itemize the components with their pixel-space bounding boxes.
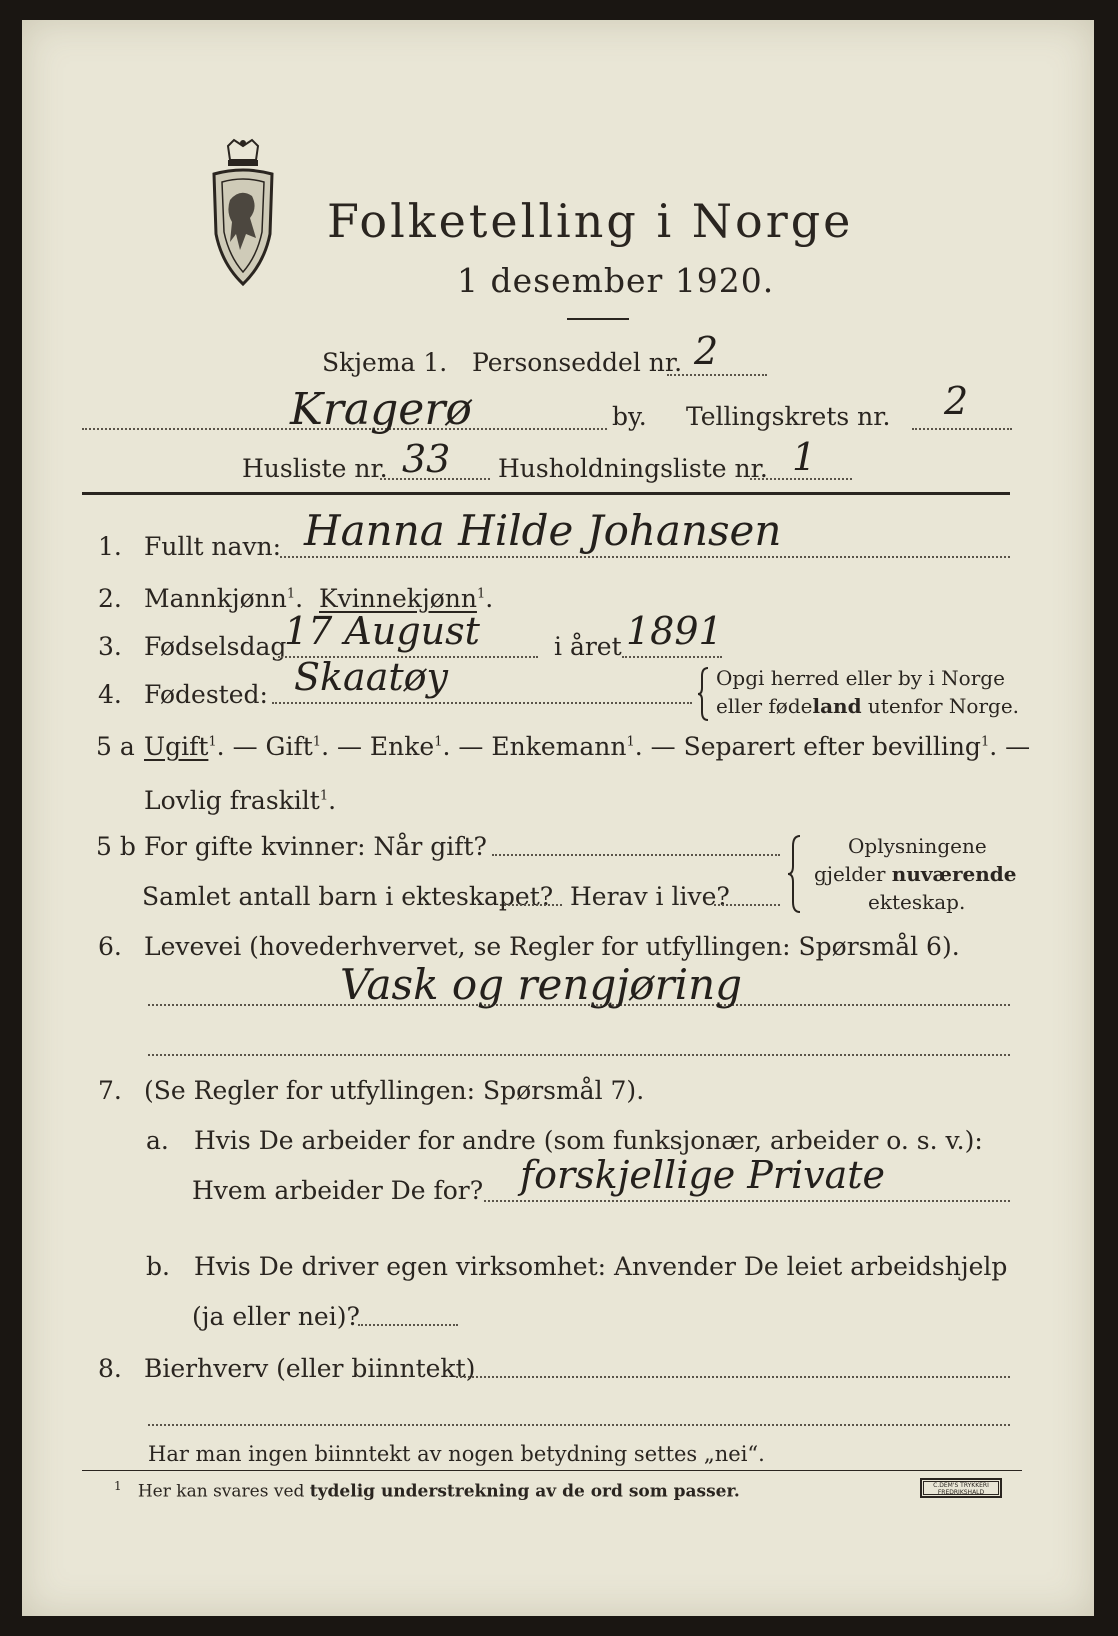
norway-coat-of-arms-icon [200, 138, 286, 288]
q2-period-2: . [485, 584, 494, 613]
q4-note-line1: Opgi herred eller by i Norge [716, 666, 1005, 690]
q1-label: Fullt navn: [144, 532, 282, 561]
q1-value: Hanna Hilde Johansen [304, 506, 782, 555]
q5a-separert: Separert efter bevilling [683, 732, 981, 761]
q3-aret-line [622, 656, 722, 658]
q7a-line2: Hvem arbeider De for? [192, 1176, 484, 1205]
q4-note-part-b: land [812, 694, 862, 718]
q5a-enkemann: Enkemann [491, 732, 627, 761]
q4-note-part-a: eller føde [716, 694, 813, 718]
printer-stamp-line1: C.DEM'S TRYKKERI [933, 1482, 989, 1489]
q6-label: Levevei (hovederhvervet, se Regler for utfyllingen: Spørsmål 6). [144, 932, 960, 961]
personseddel-value: 2 [694, 329, 719, 373]
q5b-line1-dots [492, 854, 780, 856]
q7a-answer-line [484, 1200, 1010, 1202]
q5a-sup-2: 1 [312, 734, 322, 750]
husliste-label: Husliste nr. [242, 454, 388, 483]
q4-label: Fødested: [144, 680, 268, 709]
q5a-sup-3: 1 [434, 734, 443, 750]
q5a-sup-1: 1 [208, 734, 217, 750]
q2-period-1: . [295, 584, 304, 613]
q7a-value: forskjellige Private [520, 1153, 886, 1197]
personseddel-label: Personseddel nr. [472, 348, 683, 377]
q8-answer-line-1 [456, 1376, 1010, 1378]
title-divider [567, 318, 629, 320]
q8-number: 8. [98, 1354, 122, 1383]
husholdning-label: Husholdningsliste nr. [498, 454, 768, 483]
q7-number: 7. [98, 1076, 122, 1105]
q5b-note-line1: Oplysningene [848, 834, 987, 858]
q7-label: (Se Regler for utfyllingen: Spørsmål 7). [144, 1076, 645, 1105]
q5b-line2a: Samlet antall barn i ekteskapet? [142, 882, 554, 911]
q5b-line1: For gifte kvinner: Når gift? [144, 832, 487, 861]
q6-number: 6. [98, 932, 122, 961]
q7a-number: a. [146, 1126, 169, 1155]
q5a-fraskilt-line: Lovlig fraskilt$^1$. [144, 786, 337, 815]
q7b-line1: Hvis De driver egen virksomhet: Anvender De leiet arbeidshjelp [194, 1252, 1008, 1281]
q5a-dash-4: — [650, 732, 676, 761]
footer-divider [82, 1470, 1022, 1471]
q5a-dash-2: — [336, 732, 362, 761]
q2-options [144, 586, 493, 611]
printer-stamp-line2: FREDRIKSHALD [937, 1489, 985, 1496]
q5a-dash-3: — [458, 732, 484, 761]
q4-note-line2 [716, 696, 1019, 716]
q7a-line1: Hvis De arbeider for andre (som funksjonær, arbeider o. s. v.): [194, 1126, 983, 1155]
q5b-note-part-a: gjelder [814, 862, 892, 886]
header-divider [82, 492, 1010, 495]
q5a-gift: Gift [265, 732, 313, 761]
q5a-options: Ugift$^1$. — Gift$^1$. — Enke$^1$. — Enkemann$^1$. — Separert efter bevilling$^1$. — [144, 732, 1031, 761]
q4-number: 4. [98, 680, 122, 709]
q5a-ugift: Ugift [144, 732, 209, 761]
q3-aret-value: 1891 [626, 609, 723, 653]
husholdning-value: 1 [792, 435, 817, 479]
census-form-sheet [22, 20, 1094, 1616]
q2-mannkjonn: Mannkjønn [144, 584, 287, 613]
husliste-value: 33 [402, 437, 451, 481]
q5a-dash-1: — [232, 732, 258, 761]
q3-label: Fødselsdag [144, 632, 287, 661]
q2-kvinnekjonn: Kvinnekjønn [319, 584, 477, 613]
form-date: 1 desember 1920. [457, 261, 775, 300]
q2-number: 2. [98, 584, 122, 613]
footnote [114, 1480, 740, 1501]
footnote-text-b: tydelig understrekning av de ord som passer. [309, 1481, 740, 1502]
tellingskrets-value: 2 [944, 379, 969, 423]
q2-sup-2: 1 [476, 586, 486, 602]
q7b-number: b. [146, 1252, 170, 1281]
q5b-line2b-dots [714, 904, 780, 906]
q5b-line2b: Herav i live? [570, 882, 730, 911]
footnote-text-a: Her kan svares ved [137, 1481, 310, 1502]
q6-value: Vask og rengjøring [340, 960, 743, 1009]
q1-number: 1. [98, 532, 122, 561]
q3-value: 17 August [284, 609, 480, 653]
footer-note: Har man ingen biinntekt av nogen betydning settes „nei“. [148, 1442, 765, 1466]
footnote-mark: 1 [114, 1479, 122, 1493]
q5b-brace-icon [788, 834, 802, 914]
q5b-number: 5 b [96, 832, 136, 861]
q4-note-part-c: utenfor Norge. [861, 694, 1020, 718]
q5a-dash-5: — [1005, 732, 1031, 761]
q2-sup-1: 1 [286, 586, 296, 602]
form-title: Folketelling i Norge [327, 194, 854, 248]
q5a-sup-5: 1 [980, 734, 990, 750]
q4-brace-icon [698, 666, 712, 722]
q5b-note-line3: ekteskap. [868, 890, 966, 914]
q5b-note-line2 [814, 864, 1017, 884]
personseddel-line [667, 374, 767, 376]
tellingskrets-label: Tellingskrets nr. [686, 402, 891, 431]
q7b-answer-line [358, 1324, 458, 1326]
q5a-enke: Enke [369, 732, 435, 761]
q6-answer-line-2 [148, 1054, 1010, 1056]
q5a-sup-4: 1 [626, 734, 635, 750]
by-label: by. [612, 402, 647, 431]
q7b-line2: (ja eller nei)? [192, 1302, 360, 1331]
by-value: Kragerø [290, 384, 472, 435]
q4-value: Skaatøy [294, 655, 448, 699]
q5a-number: 5 a [96, 732, 135, 761]
q3-number: 3. [98, 632, 122, 661]
printer-stamp [920, 1478, 1002, 1498]
tellingskrets-line [912, 428, 1012, 430]
q5a-fraskilt: Lovlig fraskilt [144, 786, 320, 815]
q5b-note-part-b: nuværende [891, 862, 1017, 886]
skjema-label: Skjema 1. [322, 348, 448, 377]
q1-line [280, 556, 1010, 558]
q4-line [272, 702, 692, 704]
q5b-line2a-dots [500, 904, 562, 906]
q3-aret-label: i året [554, 632, 622, 661]
q5a-sup-6: 1 [319, 788, 329, 804]
q8-label: Bierhverv (eller biinntekt) [144, 1354, 476, 1383]
q8-answer-line-2 [148, 1424, 1010, 1426]
